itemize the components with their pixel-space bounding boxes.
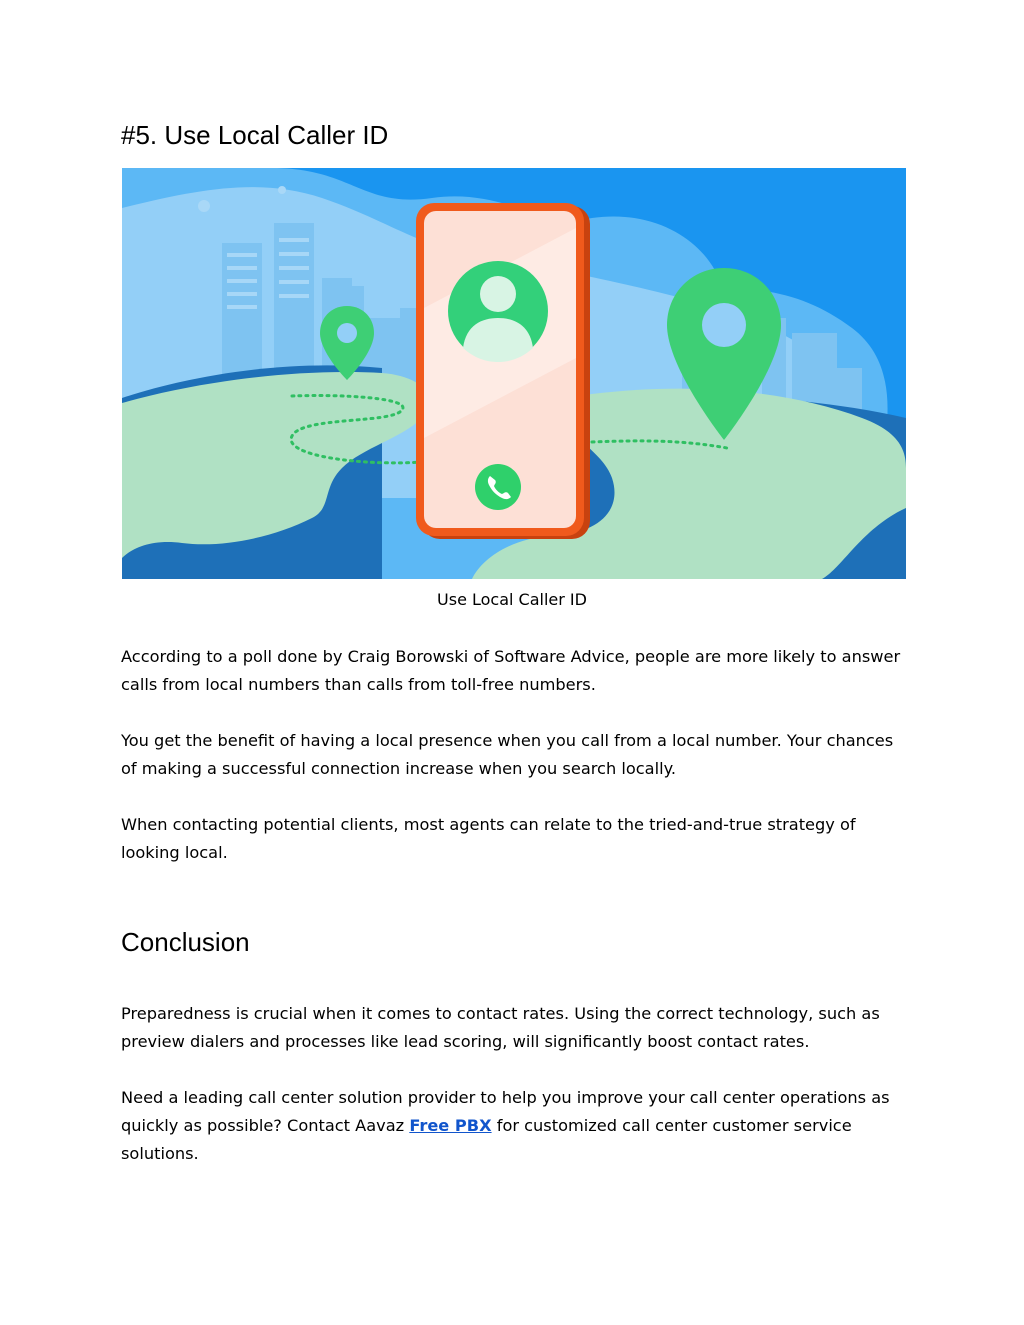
paragraph-text: Need a leading call center solution provider to help you improve your call center operations as quickly as possible? Contact Aavaz xyxy=(121,1088,890,1135)
phone-call-icon xyxy=(475,464,521,510)
image-caption: Use Local Caller ID xyxy=(437,590,587,609)
paragraph: According to a poll done by Craig Borowski of Software Advice, people are more likely to answer calls from local numbers than calls from toll-free numbers. xyxy=(121,647,901,694)
paragraph: When contacting potential clients, most agents can relate to the tried-and-true strategy of looking local. xyxy=(121,815,856,862)
paragraph: You get the benefit of having a local presence when you call from a local number. Your chances of making a successful connection increase when you search locally. xyxy=(121,731,894,778)
section-heading: #5. Use Local Caller ID xyxy=(121,120,389,150)
free-pbx-link[interactable]: Free PBX xyxy=(409,1116,492,1135)
hero-illustration xyxy=(122,168,906,579)
paragraph: Preparedness is crucial when it comes to contact rates. Using the correct technology, such as preview dialers and processes like lead scoring, will significantly boost contact rates. xyxy=(121,1004,880,1051)
paragraph-text: for customized call center customer service solutions. xyxy=(121,1116,852,1163)
phone-illustration xyxy=(416,203,590,539)
paragraph xyxy=(121,1084,911,1168)
conclusion-heading: Conclusion xyxy=(121,927,250,957)
